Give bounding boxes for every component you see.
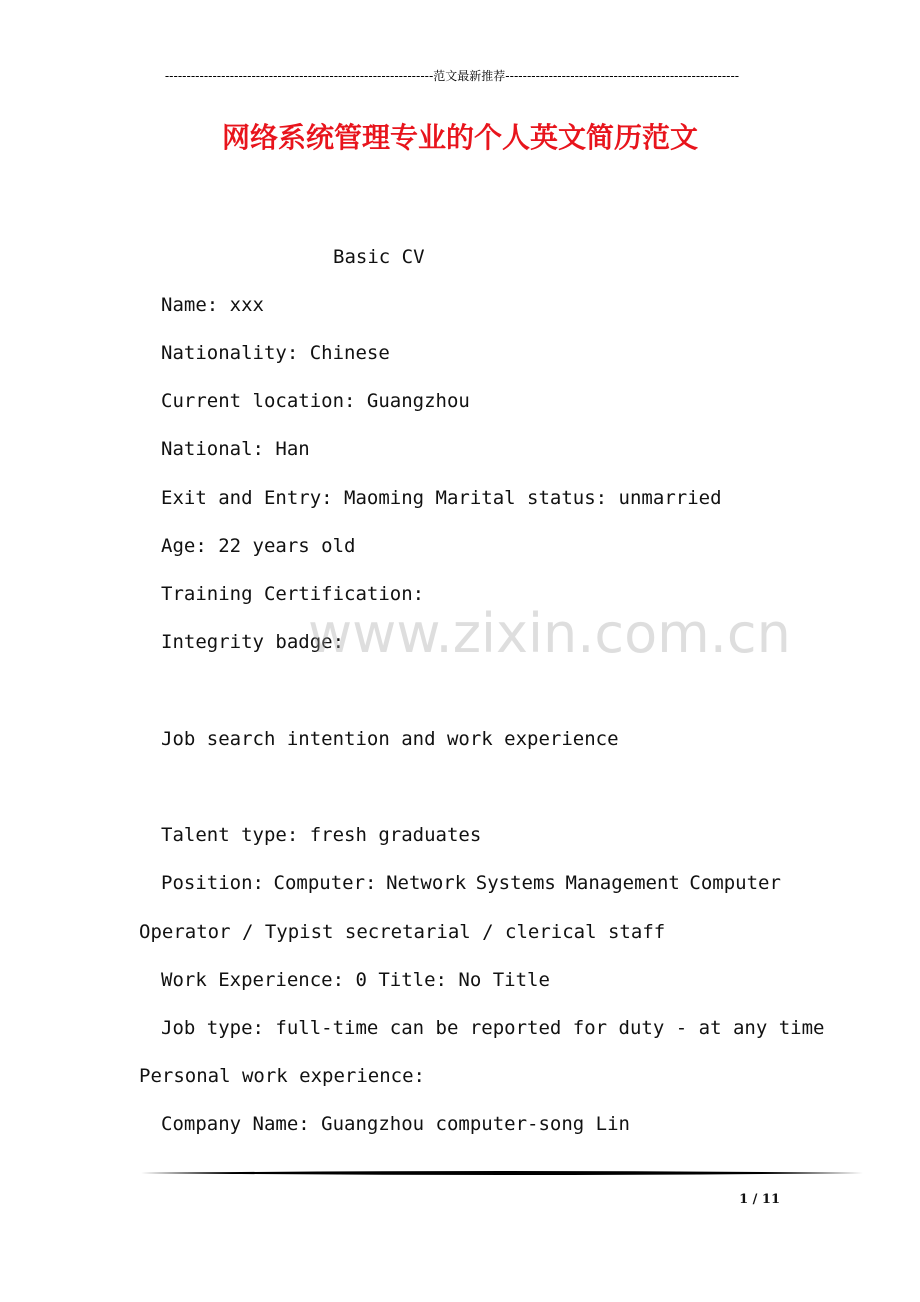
section-heading-basic-cv: Basic CV bbox=[333, 246, 425, 268]
page-number: 1 / 11 bbox=[739, 1192, 780, 1207]
field-company: Company Name: Guangzhou computer-song Lin bbox=[161, 1113, 630, 1135]
field-name: Name: xxx bbox=[161, 294, 264, 316]
position-word: Management bbox=[565, 872, 680, 894]
field-work-experience: Work Experience: 0 Title: No Title bbox=[161, 969, 550, 991]
position-word: Computer bbox=[689, 872, 781, 894]
position-word: Position: bbox=[161, 872, 264, 894]
position-word: Network bbox=[386, 872, 467, 894]
header-banner: --------------------------------------------------------------范文最新推荐------------------------------------------------------ bbox=[164, 69, 740, 83]
field-personal-experience: Personal work experience: bbox=[139, 1065, 425, 1087]
position-word: Systems bbox=[475, 872, 556, 894]
field-national: National: Han bbox=[161, 438, 310, 460]
field-position bbox=[161, 871, 781, 895]
field-location: Current location: Guangzhou bbox=[161, 390, 470, 412]
field-position-continued: Operator / Typist secretarial / clerical staff bbox=[139, 921, 666, 943]
field-talent-type: Talent type: fresh graduates bbox=[161, 824, 482, 846]
watermark: www.zixin.com.cn bbox=[308, 602, 791, 665]
field-nationality: Nationality: Chinese bbox=[161, 342, 390, 364]
section-heading-job-search: Job search intention and work experience bbox=[161, 728, 619, 750]
field-training: Training Certification: bbox=[161, 583, 425, 605]
field-exit-entry: Exit and Entry: Maoming Marital status: unmarried bbox=[161, 487, 722, 509]
document-title: 网络系统管理专业的个人英文简历范文 bbox=[221, 121, 698, 154]
field-job-type: Job type: full-time can be reported for duty - at any time bbox=[161, 1017, 825, 1039]
field-integrity: Integrity badge: bbox=[161, 631, 345, 653]
field-age: Age: 22 years old bbox=[161, 535, 356, 557]
footer-divider bbox=[141, 1170, 863, 1176]
position-word: Computer: bbox=[273, 872, 377, 894]
